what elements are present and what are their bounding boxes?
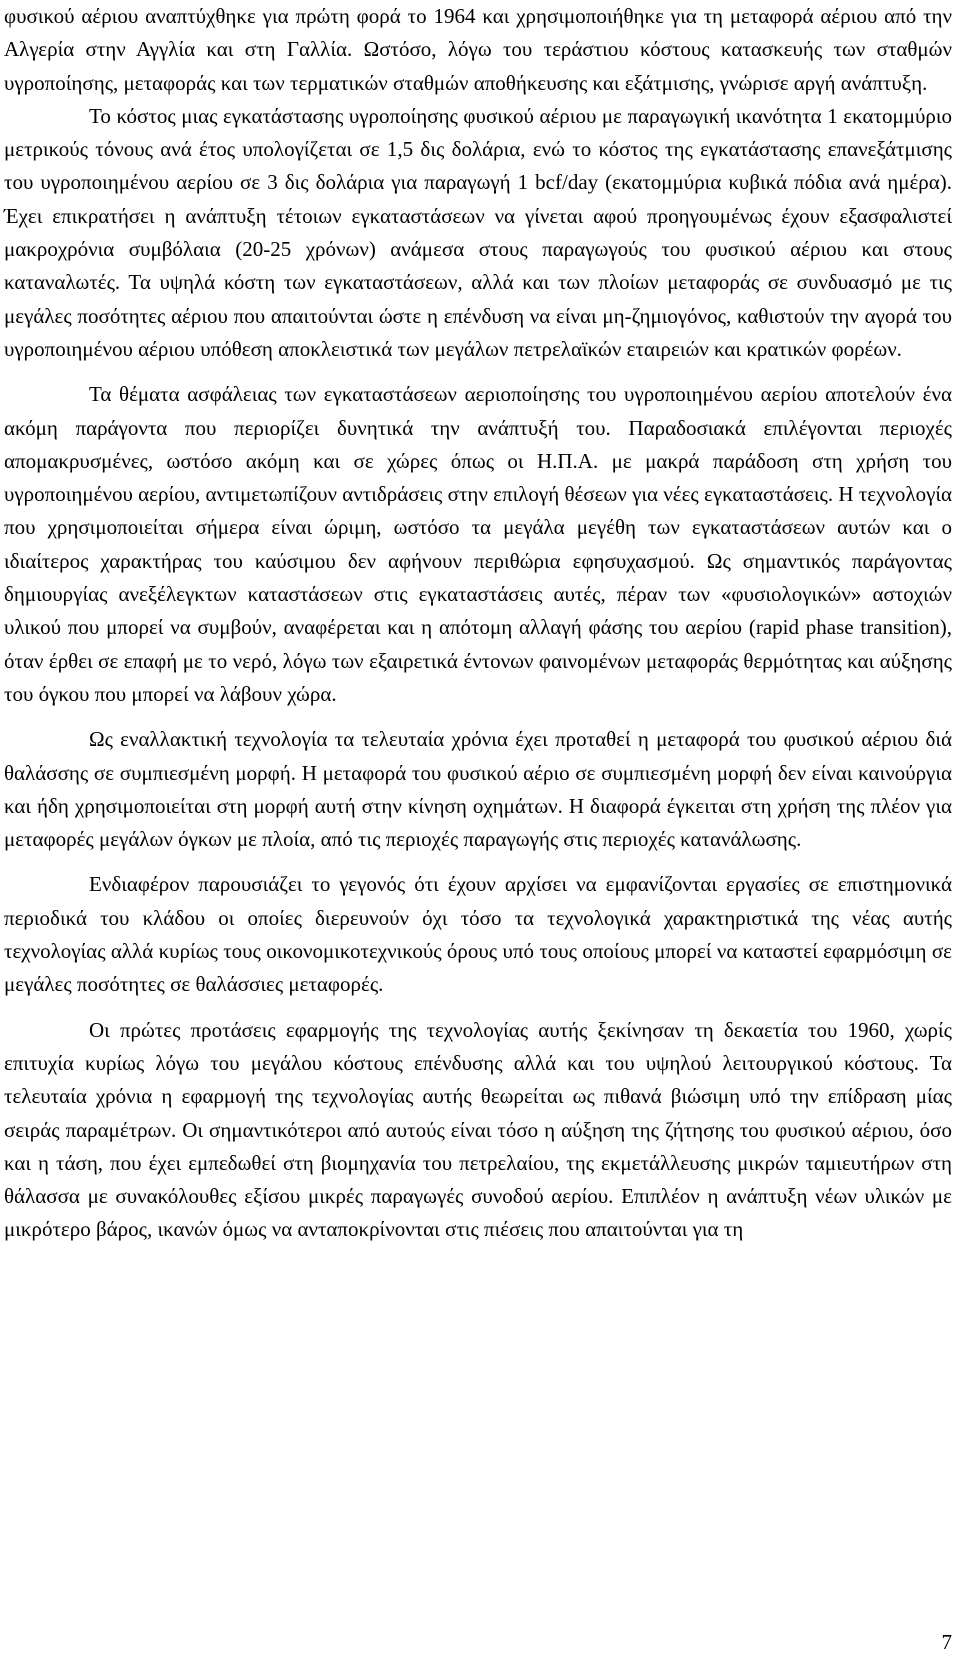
paragraph-compressed-gas: Ως εναλλακτική τεχνολογία τα τελευταία χρόνια έχει προταθεί η μεταφορά του φυσικού αέριου διά θαλάσσης σε συμπιεσμένη μορφή. Η μεταφορά του φυσικού αέριο σε συμπιεσμένη μορφή δεν είναι καινούργια και ήδη χρησιμοποιείται στη μορφή αυτή στην κίνηση οχημάτων. Η διαφορά έγκειται στη χρήση της πλέον για μεταφορές μεγάλων όγκων με πλοία, από τις περιοχές παραγωγής στις περιοχές κατανάλωσης. <box>4 727 952 852</box>
paragraph-lng-costs: Το κόστος μιας εγκατάστασης υγροποίησης φυσικού αέριου με παραγωγική ικανότητα 1 εκατομμύριο μετρικούς τόνους ανά έτος υπολογίζεται σε 1,5 δις δολάρια, ενώ το κόστος της εγκατάστασης επανεξάτμισης του υγροποιημένου αερίου σε 3 δις δολάρια για παραγωγή 1 bcf/day (εκατομμύρια κυβικά πόδια ανά ημέρα). Έχει επικρατήσει η ανάπτυξη τέτοιων εγκαταστάσεων να γίνεται αφού προηγουμένως έχουν εξασφαλιστεί μακροχρόνια συμβόλαια (20-25 χρόνων) ανάμεσα στους παραγωγούς του φυσικού αέριου και στους καταναλωτές. Τα υψηλά κόστη των εγκαταστάσεων, αλλά και των πλοίων μεταφοράς σε συνδυασμό με τις μεγάλες ποσότητες αέριου που απαιτούνται ώστε η επένδυση να είναι μη-ζημιογόνος, καθιστούν την αγορά του υγροποιημένου αέριου υπόθεση αποκλειστικά των μεγάλων πετρελαϊκών εταιρειών και κρατικών φορέων. <box>4 103 952 361</box>
body-text <box>4 0 952 1247</box>
paragraph-research-interest: Ενδιαφέρον παρουσιάζει το γεγονός ότι έχουν αρχίσει να εμφανίζονται εργασίες σε επιστημονικά περιοδικά του κλάδου οι οποίες διερευνούν όχι τόσο τα τεχνολογικά χαρακτηριστικά της νέας αυτής τεχνολογίας αλλά κυρίως τους οικονομικοτεχνικούς όρους υπό τους οποίους μπορεί να καταστεί εφαρμόσιμη σε μεγάλες ποσότητες σε θαλάσσιες μεταφορές. <box>4 872 952 997</box>
page-number: 7 <box>941 1630 952 1654</box>
paragraph-continuation: φυσικού αέριου αναπτύχθηκε για πρώτη φορά το 1964 και χρησιμοποιήθηκε για τη μεταφορά αέριου από την Αλγερία στην Αγγλία και στη Γαλλία. Ωστόσο, λόγω του τεράστιου κόστους κατασκευής των σταθμών υγροποίησης, μεταφοράς και των τερματικών σταθμών αποθήκευσης και εξάτμισης, γνώρισε αργή ανάπτυξη. <box>4 4 952 95</box>
paragraph-safety: Τα θέματα ασφάλειας των εγκαταστάσεων αεριοποίησης του υγροποιημένου αερίου αποτελούν ένα ακόμη παράγοντα που περιορίζει δυνητικά την ανάπτυξή του. Παραδοσιακά επιλέγονται περιοχές απομακρυσμένες, ωστόσο ακόμη και σε χώρες όπως οι Η.Π.Α. με μακρά παράδοση στη χρήση του υγροποιημένου αερίου, αντιμετωπίζουν αντιδράσεις στην επιλογή θέσεων για νέες εγκαταστάσεις. Η τεχνολογία που χρησιμοποιείται σήμερα είναι ώριμη, ωστόσο τα μεγάλα μεγέθη των εγκαταστάσεων αυτών και ο ιδιαίτερος χαρακτήρας του καύσιμου δεν αφήνουν περιθώρια εφησυχασμού. Ως σημαντικός παράγοντας δημιουργίας ανεξέλεγκτων καταστάσεων στις εγκαταστάσεις αυτές, πέραν των «φυσιολογικών» αστοχιών υλικού που μπορεί να συμβούν, αναφέρεται και η απότομη αλλαγή φάσης του αερίου (rapid phase transition), όταν έρθει σε επαφή με το νερό, λόγω των εξαιρετικά έντονων φαινομένων μεταφοράς θερμότητας και αύξησης του όγκου που μπορεί να λάβουν χώρα. <box>4 382 952 706</box>
paragraph-first-proposals: Οι πρώτες προτάσεις εφαρμογής της τεχνολογίας αυτής ξεκίνησαν τη δεκαετία του 1960, χωρίς επιτυχία κυρίως λόγω του μεγάλου κόστους επένδυσης αλλά και του υψηλού λειτουργικού κόστους. Τα τελευταία χρόνια η εφαρμογή της τεχνολογίας αυτής θεωρείται ως πιθανά βιώσιμη υπό την επίδραση μίας σειράς παραμέτρων. Οι σημαντικότεροι από αυτούς είναι τόσο η αύξηση της ζήτησης του φυσικού αέριου, όσο και η τάση, που έχει εμπεδωθεί στη βιομηχανία του πετρελαίου, της εκμετάλλευσης μικρών ταμιευτήρων στη θάλασσα με συνακόλουθες εξίσου μικρές παραγωγές συνοδού αερίου. Επιπλέον η ανάπτυξη νέων υλικών με μικρότερο βάρος, ικανών όμως να ανταποκρίνονται στις πιέσεις που απαιτούνται για τη <box>4 1017 952 1242</box>
